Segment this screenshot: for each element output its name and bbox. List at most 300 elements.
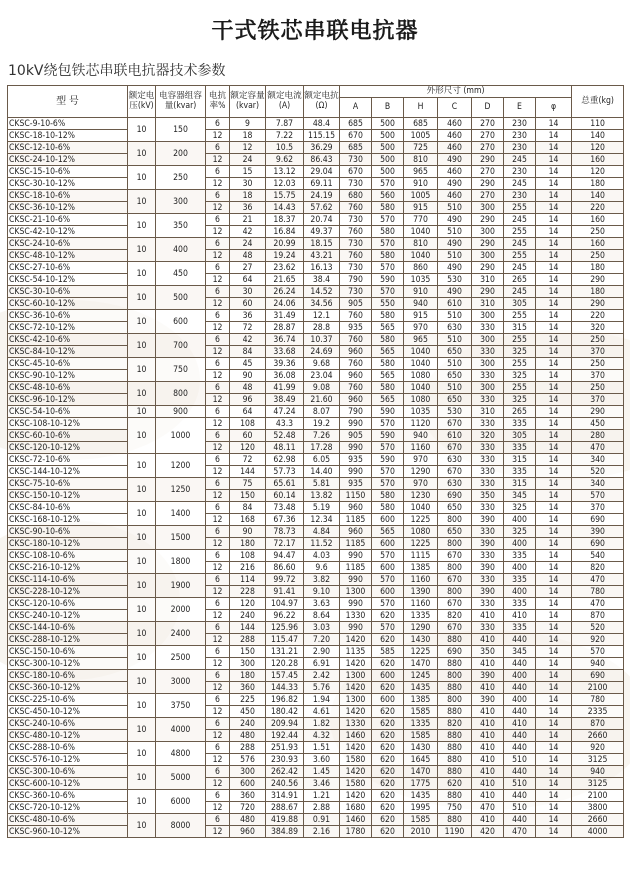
reactance-rate-cell: 6 (206, 214, 230, 226)
table-row (8, 442, 624, 454)
dim-e-cell: 335 (504, 442, 536, 454)
voltage-cell: 10 (128, 502, 156, 526)
reactance-rate-cell: 12 (206, 322, 230, 334)
reactance-rate-cell: 12 (206, 466, 230, 478)
dim-b-cell: 580 (372, 502, 404, 514)
dim-c-cell: 670 (438, 466, 472, 478)
dim-c-cell: 880 (438, 730, 472, 742)
rated-reactance-cell: 2.90 (304, 646, 340, 658)
dim-e-cell: 335 (504, 574, 536, 586)
reactance-rate-cell: 12 (206, 514, 230, 526)
dim-e-cell: 345 (504, 490, 536, 502)
reactance-rate-cell: 6 (206, 550, 230, 562)
rated-current-cell: 47.24 (266, 406, 304, 418)
model-cell: CKSC-144-10-6% (8, 622, 128, 634)
rated-current-cell: 125.96 (266, 622, 304, 634)
dim-b-cell: 570 (372, 418, 404, 430)
reactance-rate-cell: 6 (206, 334, 230, 346)
rated-reactance-cell: 14.40 (304, 466, 340, 478)
dim-b-cell: 590 (372, 406, 404, 418)
dim-a-cell: 905 (340, 298, 372, 310)
dim-d-cell: 410 (472, 634, 504, 646)
dim-phi-cell: 14 (536, 286, 572, 298)
reactance-rate-cell: 12 (206, 778, 230, 790)
voltage-cell: 10 (128, 190, 156, 214)
model-cell: CKSC-576-10-12% (8, 754, 128, 766)
dim-h-cell: 1775 (404, 778, 438, 790)
dim-d-cell: 410 (472, 742, 504, 754)
dim-phi-cell: 14 (536, 670, 572, 682)
weight-cell: 870 (572, 718, 624, 730)
table-row (8, 718, 624, 730)
table-row (8, 286, 624, 298)
table-row (8, 322, 624, 334)
voltage-cell: 10 (128, 286, 156, 310)
dim-phi-cell: 14 (536, 118, 572, 130)
weight-cell: 120 (572, 142, 624, 154)
rated-reactance-cell: 3.63 (304, 598, 340, 610)
reactance-rate-cell: 6 (206, 742, 230, 754)
dim-e-cell: 265 (504, 274, 536, 286)
reactance-rate-cell: 6 (206, 718, 230, 730)
reactance-rate-cell: 12 (206, 394, 230, 406)
weight-cell: 780 (572, 586, 624, 598)
rated-current-cell: 104.97 (266, 598, 304, 610)
weight-cell: 2100 (572, 682, 624, 694)
dim-d-cell: 270 (472, 190, 504, 202)
dim-e-cell: 345 (504, 646, 536, 658)
dim-e-cell: 440 (504, 706, 536, 718)
dim-a-cell: 990 (340, 598, 372, 610)
weight-cell: 340 (572, 478, 624, 490)
reactance-rate-cell: 6 (206, 358, 230, 370)
rated-reactance-cell: 3.03 (304, 622, 340, 634)
model-cell: CKSC-240-10-12% (8, 610, 128, 622)
model-cell: CKSC-12-10-6% (8, 142, 128, 154)
reactance-rate-cell: 12 (206, 370, 230, 382)
dim-c-cell: 670 (438, 418, 472, 430)
dim-h-cell: 1225 (404, 514, 438, 526)
dim-h-cell: 1040 (404, 250, 438, 262)
rated-current-cell: 262.42 (266, 766, 304, 778)
dim-e-cell: 255 (504, 250, 536, 262)
dim-phi-cell: 14 (536, 634, 572, 646)
dim-e-cell: 255 (504, 310, 536, 322)
dim-b-cell: 590 (372, 430, 404, 442)
dim-c-cell: 880 (438, 634, 472, 646)
dim-phi-cell: 14 (536, 142, 572, 154)
dim-phi-cell: 14 (536, 358, 572, 370)
dim-c-cell: 650 (438, 394, 472, 406)
weight-cell: 920 (572, 742, 624, 754)
reactance-rate-cell: 12 (206, 490, 230, 502)
dim-a-cell: 1580 (340, 754, 372, 766)
rated-reactance-cell: 5.19 (304, 502, 340, 514)
dim-c-cell: 800 (438, 586, 472, 598)
reactance-rate-cell: 6 (206, 286, 230, 298)
dim-h-cell: 1035 (404, 406, 438, 418)
table-row (8, 514, 624, 526)
table-row (8, 334, 624, 346)
model-cell: CKSC-288-10-6% (8, 742, 128, 754)
model-cell: CKSC-18-10-12% (8, 130, 128, 142)
dim-b-cell: 620 (372, 658, 404, 670)
table-subtitle: 10kV绕包铁芯串联电抗器技术参数 (8, 63, 226, 79)
voltage-cell: 10 (128, 418, 156, 454)
table-row (8, 706, 624, 718)
rated-current-cell: 33.68 (266, 346, 304, 358)
dim-h-cell: 860 (404, 262, 438, 274)
table-row (8, 598, 624, 610)
dim-d-cell: 330 (472, 454, 504, 466)
voltage-cell: 10 (128, 766, 156, 790)
reactance-rate-cell: 6 (206, 478, 230, 490)
dim-d-cell: 410 (472, 790, 504, 802)
rated-current-cell: 28.87 (266, 322, 304, 334)
rated-reactance-cell: 34.56 (304, 298, 340, 310)
model-cell: CKSC-168-10-12% (8, 514, 128, 526)
dim-c-cell: 490 (438, 178, 472, 190)
rated-current-cell: 419.88 (266, 814, 304, 826)
dim-phi-cell: 14 (536, 130, 572, 142)
dim-b-cell: 570 (372, 478, 404, 490)
dim-a-cell: 990 (340, 622, 372, 634)
table-row (8, 694, 624, 706)
bank-capacity-cell: 700 (156, 334, 206, 358)
dim-c-cell: 490 (438, 154, 472, 166)
rated-capacity-cell: 42 (230, 334, 266, 346)
dim-d-cell: 390 (472, 514, 504, 526)
rated-capacity-cell: 45 (230, 358, 266, 370)
reactance-rate-cell: 6 (206, 382, 230, 394)
dim-h-cell: 1120 (404, 418, 438, 430)
rated-capacity-cell: 36 (230, 202, 266, 214)
dim-b-cell: 565 (372, 394, 404, 406)
dim-e-cell: 440 (504, 790, 536, 802)
dim-b-cell: 620 (372, 778, 404, 790)
weight-cell: 140 (572, 130, 624, 142)
dim-e-cell: 335 (504, 550, 536, 562)
header-weight: 总重(kg) (572, 86, 624, 118)
weight-cell: 180 (572, 262, 624, 274)
rated-current-cell: 288.67 (266, 802, 304, 814)
rated-current-cell: 60.14 (266, 490, 304, 502)
rated-capacity-cell: 288 (230, 634, 266, 646)
rated-current-cell: 120.28 (266, 658, 304, 670)
header-rated-reactance: 额定电抗(Ω) (304, 86, 340, 118)
dim-phi-cell: 14 (536, 418, 572, 430)
rated-reactance-cell: 2.88 (304, 802, 340, 814)
dim-d-cell: 270 (472, 130, 504, 142)
dim-c-cell: 460 (438, 166, 472, 178)
dim-c-cell: 630 (438, 478, 472, 490)
rated-capacity-cell: 144 (230, 466, 266, 478)
model-cell: CKSC-120-10-12% (8, 442, 128, 454)
weight-cell: 570 (572, 490, 624, 502)
rated-capacity-cell: 240 (230, 610, 266, 622)
reactance-rate-cell: 6 (206, 310, 230, 322)
dim-h-cell: 1040 (404, 346, 438, 358)
dim-d-cell: 290 (472, 154, 504, 166)
weight-cell: 2660 (572, 730, 624, 742)
weight-cell: 140 (572, 190, 624, 202)
weight-cell: 250 (572, 226, 624, 238)
dim-d-cell: 330 (472, 322, 504, 334)
dim-h-cell: 1335 (404, 610, 438, 622)
rated-capacity-cell: 225 (230, 694, 266, 706)
dim-e-cell: 440 (504, 814, 536, 826)
dim-c-cell: 800 (438, 514, 472, 526)
dim-c-cell: 530 (438, 406, 472, 418)
rated-current-cell: 24.06 (266, 298, 304, 310)
voltage-cell: 10 (128, 118, 156, 142)
dim-h-cell: 1290 (404, 622, 438, 634)
dim-d-cell: 410 (472, 730, 504, 742)
dim-d-cell: 390 (472, 562, 504, 574)
dim-c-cell: 880 (438, 682, 472, 694)
dim-a-cell: 670 (340, 130, 372, 142)
rated-current-cell: 99.72 (266, 574, 304, 586)
dim-h-cell: 1435 (404, 790, 438, 802)
dim-d-cell: 410 (472, 778, 504, 790)
weight-cell: 370 (572, 394, 624, 406)
dim-phi-cell: 14 (536, 514, 572, 526)
table-row (8, 202, 624, 214)
weight-cell: 370 (572, 370, 624, 382)
rated-capacity-cell: 720 (230, 802, 266, 814)
rated-capacity-cell: 48 (230, 382, 266, 394)
dim-a-cell: 960 (340, 370, 372, 382)
dim-phi-cell: 14 (536, 646, 572, 658)
dim-h-cell: 965 (404, 334, 438, 346)
voltage-cell: 10 (128, 622, 156, 646)
dim-a-cell: 730 (340, 154, 372, 166)
dim-e-cell: 315 (504, 454, 536, 466)
weight-cell: 540 (572, 550, 624, 562)
rated-capacity-cell: 24 (230, 154, 266, 166)
dim-b-cell: 565 (372, 526, 404, 538)
rated-current-cell: 15.75 (266, 190, 304, 202)
model-cell: CKSC-15-10-6% (8, 166, 128, 178)
dim-b-cell: 565 (372, 322, 404, 334)
dim-b-cell: 600 (372, 694, 404, 706)
dim-b-cell: 600 (372, 514, 404, 526)
dim-e-cell: 325 (504, 394, 536, 406)
dim-c-cell: 800 (438, 694, 472, 706)
dim-a-cell: 1330 (340, 718, 372, 730)
voltage-cell: 10 (128, 382, 156, 406)
rated-reactance-cell: 5.81 (304, 478, 340, 490)
rated-reactance-cell: 23.04 (304, 370, 340, 382)
dim-h-cell: 685 (404, 118, 438, 130)
reactance-rate-cell: 12 (206, 538, 230, 550)
rated-reactance-cell: 2.16 (304, 826, 340, 838)
dim-e-cell: 245 (504, 178, 536, 190)
dim-e-cell: 255 (504, 358, 536, 370)
model-cell: CKSC-480-10-12% (8, 730, 128, 742)
reactance-rate-cell: 6 (206, 814, 230, 826)
dim-phi-cell: 14 (536, 778, 572, 790)
rated-capacity-cell: 64 (230, 406, 266, 418)
dim-d-cell: 350 (472, 646, 504, 658)
dim-phi-cell: 14 (536, 370, 572, 382)
dim-e-cell: 265 (504, 406, 536, 418)
bank-capacity-cell: 2500 (156, 646, 206, 670)
dim-c-cell: 510 (438, 310, 472, 322)
dim-e-cell: 325 (504, 502, 536, 514)
dim-c-cell: 650 (438, 526, 472, 538)
table-row (8, 466, 624, 478)
dim-h-cell: 1585 (404, 814, 438, 826)
dim-a-cell: 990 (340, 418, 372, 430)
reactance-rate-cell: 6 (206, 598, 230, 610)
dim-b-cell: 500 (372, 142, 404, 154)
dim-b-cell: 570 (372, 574, 404, 586)
model-cell: CKSC-180-10-12% (8, 538, 128, 550)
dim-c-cell: 630 (438, 322, 472, 334)
dim-h-cell: 810 (404, 238, 438, 250)
dim-phi-cell: 14 (536, 478, 572, 490)
table-row (8, 406, 624, 418)
reactance-rate-cell: 12 (206, 418, 230, 430)
dim-e-cell: 230 (504, 190, 536, 202)
dim-c-cell: 670 (438, 622, 472, 634)
rated-current-cell: 62.98 (266, 454, 304, 466)
dim-c-cell: 460 (438, 118, 472, 130)
dim-d-cell: 290 (472, 178, 504, 190)
header-dim-col: D (472, 98, 504, 118)
rated-capacity-cell: 75 (230, 478, 266, 490)
rated-current-cell: 65.61 (266, 478, 304, 490)
dim-a-cell: 760 (340, 334, 372, 346)
dim-phi-cell: 14 (536, 298, 572, 310)
rated-current-cell: 16.84 (266, 226, 304, 238)
dim-c-cell: 490 (438, 262, 472, 274)
dim-h-cell: 910 (404, 286, 438, 298)
weight-cell: 570 (572, 646, 624, 658)
model-cell: CKSC-240-10-6% (8, 718, 128, 730)
dim-c-cell: 530 (438, 274, 472, 286)
dim-phi-cell: 14 (536, 706, 572, 718)
dim-h-cell: 1430 (404, 742, 438, 754)
reactance-rate-cell: 6 (206, 238, 230, 250)
dim-c-cell: 880 (438, 658, 472, 670)
weight-cell: 2660 (572, 814, 624, 826)
bank-capacity-cell: 300 (156, 190, 206, 214)
dim-phi-cell: 14 (536, 574, 572, 586)
rated-reactance-cell: 6.91 (304, 658, 340, 670)
model-cell: CKSC-45-10-6% (8, 358, 128, 370)
dim-c-cell: 670 (438, 442, 472, 454)
dim-phi-cell: 14 (536, 442, 572, 454)
rated-reactance-cell: 18.15 (304, 238, 340, 250)
model-cell: CKSC-90-10-6% (8, 526, 128, 538)
model-cell: CKSC-144-10-12% (8, 466, 128, 478)
voltage-cell: 10 (128, 262, 156, 286)
rated-capacity-cell: 576 (230, 754, 266, 766)
dim-d-cell: 300 (472, 250, 504, 262)
dim-b-cell: 600 (372, 562, 404, 574)
dim-c-cell: 650 (438, 502, 472, 514)
dim-e-cell: 245 (504, 214, 536, 226)
dim-phi-cell: 14 (536, 178, 572, 190)
rated-reactance-cell: 48.4 (304, 118, 340, 130)
voltage-cell: 10 (128, 526, 156, 550)
dim-b-cell: 580 (372, 334, 404, 346)
rated-reactance-cell: 1.94 (304, 694, 340, 706)
rated-current-cell: 13.12 (266, 166, 304, 178)
dim-a-cell: 990 (340, 466, 372, 478)
rated-reactance-cell: 24.19 (304, 190, 340, 202)
reactance-rate-cell: 6 (206, 526, 230, 538)
dim-d-cell: 330 (472, 622, 504, 634)
table-row (8, 226, 624, 238)
rated-reactance-cell: 9.08 (304, 382, 340, 394)
dim-e-cell: 255 (504, 334, 536, 346)
rated-capacity-cell: 60 (230, 298, 266, 310)
dim-b-cell: 570 (372, 286, 404, 298)
voltage-cell: 10 (128, 790, 156, 814)
dim-a-cell: 1780 (340, 826, 372, 838)
dim-b-cell: 620 (372, 802, 404, 814)
rated-capacity-cell: 180 (230, 538, 266, 550)
rated-current-cell: 157.45 (266, 670, 304, 682)
reactance-rate-cell: 12 (206, 802, 230, 814)
dim-h-cell: 1430 (404, 634, 438, 646)
rated-capacity-cell: 30 (230, 286, 266, 298)
dim-a-cell: 1185 (340, 514, 372, 526)
rated-current-cell: 14.43 (266, 202, 304, 214)
dim-phi-cell: 14 (536, 526, 572, 538)
table-row (8, 238, 624, 250)
dim-e-cell: 255 (504, 202, 536, 214)
model-cell: CKSC-150-10-6% (8, 646, 128, 658)
header-rated-voltage: 额定电压(kV) (128, 86, 156, 118)
rated-reactance-cell: 20.74 (304, 214, 340, 226)
voltage-cell: 10 (128, 310, 156, 334)
model-cell: CKSC-60-10-6% (8, 430, 128, 442)
dim-c-cell: 510 (438, 226, 472, 238)
dim-d-cell: 290 (472, 214, 504, 226)
bank-capacity-cell: 4800 (156, 742, 206, 766)
dim-h-cell: 1385 (404, 694, 438, 706)
rated-reactance-cell: 38.4 (304, 274, 340, 286)
weight-cell: 250 (572, 250, 624, 262)
weight-cell: 470 (572, 598, 624, 610)
voltage-cell: 10 (128, 214, 156, 238)
dim-e-cell: 510 (504, 754, 536, 766)
dim-b-cell: 590 (372, 274, 404, 286)
rated-current-cell: 7.22 (266, 130, 304, 142)
dim-h-cell: 1115 (404, 550, 438, 562)
dim-c-cell: 690 (438, 646, 472, 658)
weight-cell: 180 (572, 178, 624, 190)
dim-b-cell: 620 (372, 766, 404, 778)
rated-capacity-cell: 120 (230, 442, 266, 454)
weight-cell: 820 (572, 562, 624, 574)
dim-d-cell: 410 (472, 766, 504, 778)
rated-capacity-cell: 120 (230, 598, 266, 610)
rated-reactance-cell: 4.84 (304, 526, 340, 538)
rated-capacity-cell: 450 (230, 706, 266, 718)
dim-phi-cell: 14 (536, 334, 572, 346)
rated-current-cell: 73.48 (266, 502, 304, 514)
dim-d-cell: 410 (472, 682, 504, 694)
model-cell: CKSC-180-10-6% (8, 670, 128, 682)
model-cell: CKSC-75-10-6% (8, 478, 128, 490)
bank-capacity-cell: 500 (156, 286, 206, 310)
dim-a-cell: 935 (340, 454, 372, 466)
